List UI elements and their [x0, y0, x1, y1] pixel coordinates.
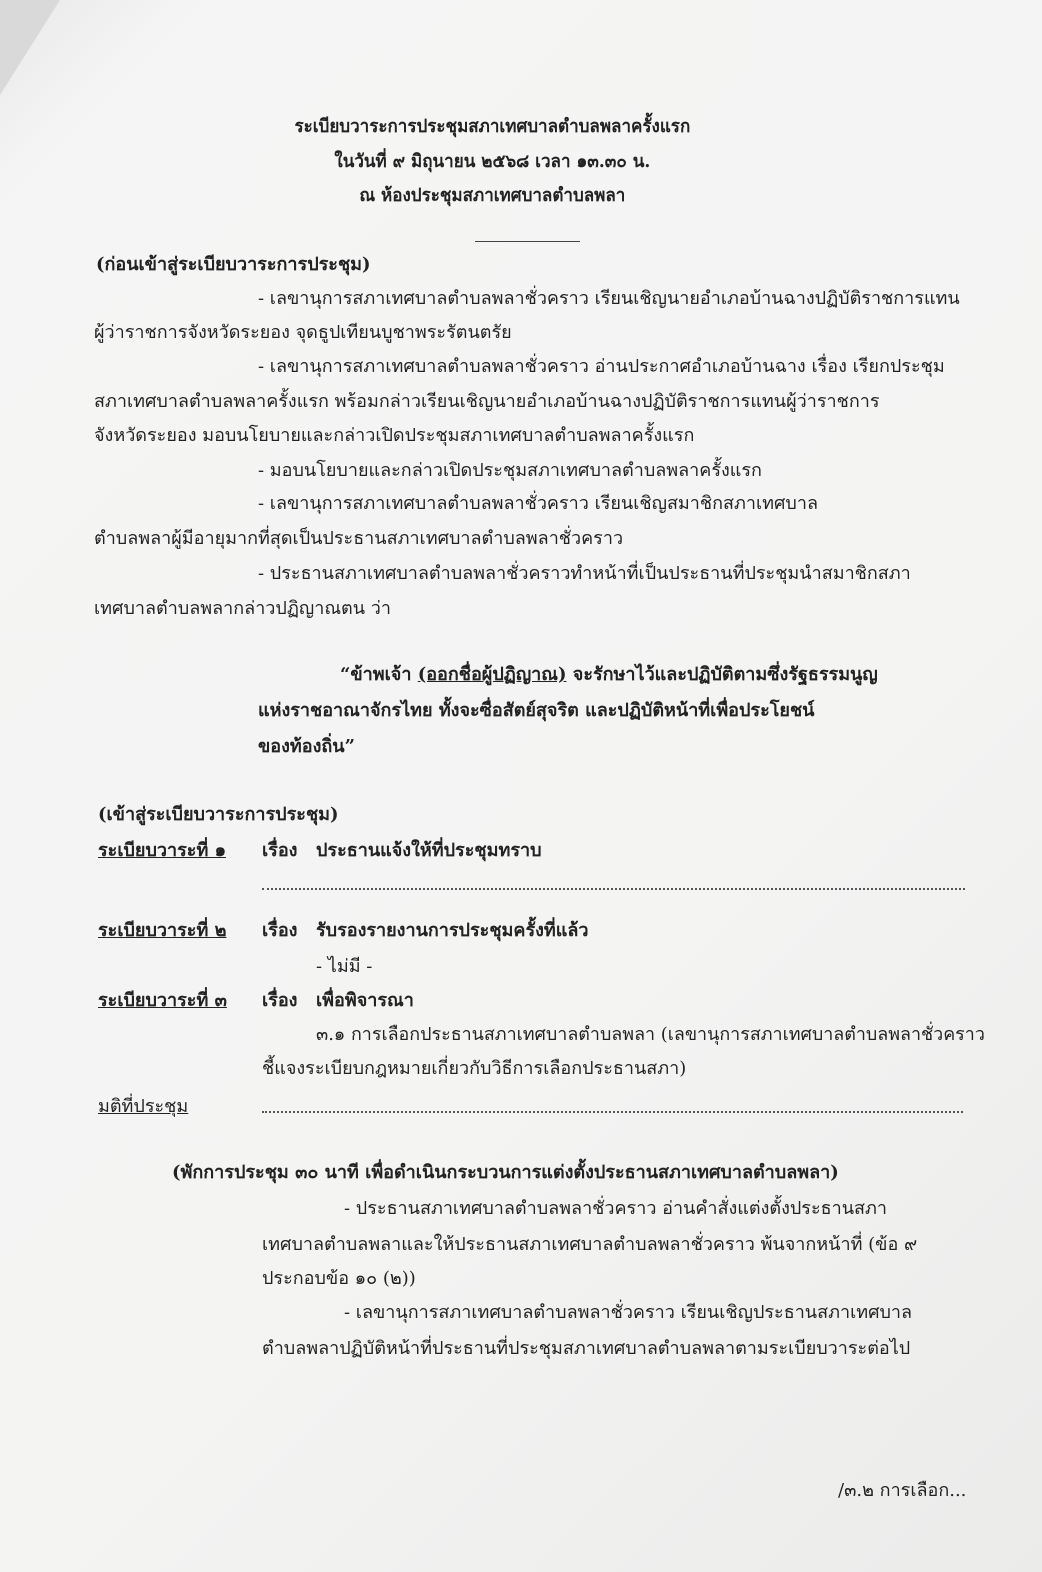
pre-item-2: - เลขานุการสภาเทศบาลตำบลพลาชั่วคราว อ่านประกาศอำเภอบ้านฉาง เรื่อง เรียกประชุม [258, 356, 945, 377]
agenda-item-2-label: ระเบียบวาระที่ ๒ [98, 920, 227, 941]
pre-item-2-cont: จังหวัดระยอง มอบนโยบายและกล่าวเปิดประชุมสภาเทศบาลตำบลพลาครั้งแรก [94, 425, 695, 446]
pre-item-1-cont: ผู้ว่าราชการจังหวัดระยอง จุดธูปเทียนบูชาพระรัตนตรัย [94, 322, 512, 343]
agenda-item-2-subject: รับรองรายงานการประชุมครั้งที่แล้ว [316, 920, 589, 941]
agenda-item-3-subject-label: เรื่อง [262, 990, 298, 1011]
oath-open: “ข้าพเจ้า [340, 664, 418, 685]
agenda-item-3-1: ๓.๑ การเลือกประธานสภาเทศบาลตำบลพลา (เลขานุการสภาเทศบาลตำบลพลาชั่วคราว [316, 1024, 985, 1045]
agenda-item-1-subject-label: เรื่อง [262, 840, 298, 861]
pre-item-3: - มอบนโยบายและกล่าวเปิดประชุมสภาเทศบาลตำบลพลาครั้งแรก [258, 460, 762, 481]
agenda-item-3-label: ระเบียบวาระที่ ๓ [98, 990, 227, 1011]
resolution-label: มติที่ประชุม [98, 1096, 189, 1117]
oath-name-placeholder: (ออกชื่อผู้ปฏิญาณ) [417, 664, 567, 685]
recess-heading: (พักการประชุม ๓๐ นาที เพื่อดำเนินกระบวนการแต่งตั้งประธานสภาเทศบาลตำบลพลา) [172, 1162, 839, 1183]
recess-item-2-cont: ตำบลพลาปฏิบัติหน้าที่ประธานที่ประชุมสภาเทศบาลตำบลพลาตามระเบียบวาระต่อไป [262, 1338, 911, 1359]
oath-line-1-end: จะรักษาไว้และปฏิบัติตามซึ่งรัฐธรรมนูญ [566, 664, 878, 685]
pre-item-1: - เลขานุการสภาเทศบาลตำบลพลาชั่วคราว เรียนเชิญนายอำเภอบ้านฉางปฏิบัติราชการแทน [258, 288, 960, 309]
pre-item-4-cont: ตำบลพลาผู้มีอายุมากที่สุดเป็นประธานสภาเทศบาลตำบลพลาชั่วคราว [94, 528, 624, 549]
oath-line-2: แห่งราชอาณาจักรไทย ทั้งจะซื่อสัตย์สุจริต และปฏิบัติหน้าที่เพื่อประโยชน์ [258, 700, 815, 721]
pre-agenda-heading: (ก่อนเข้าสู่ระเบียบวาระการประชุม) [96, 254, 371, 275]
agenda-item-2-subject-label: เรื่อง [262, 920, 298, 941]
agenda-item-1-subject: ประธานแจ้งให้ที่ประชุมทราบ [316, 840, 542, 861]
recess-item-1: - ประธานสภาเทศบาลตำบลพลาชั่วคราว อ่านคำสั่งแต่งตั้งประธานสภา [344, 1198, 887, 1219]
pre-item-5-cont: เทศบาลตำบลพลากล่าวปฏิญาณตน ว่า [94, 598, 391, 619]
page-continuation: /๓.๒ การเลือก... [838, 1480, 967, 1501]
pre-item-5: - ประธานสภาเทศบาลตำบลพลาชั่วคราวทำหน้าที่เป็นประธานที่ประชุมนำสมาชิกสภา [258, 563, 911, 584]
title-divider [475, 241, 580, 242]
agenda-item-1-blank-line [262, 888, 965, 890]
agenda-item-1-label: ระเบียบวาระที่ ๑ [98, 840, 226, 861]
recess-item-1-cont: ประกอบข้อ ๑๐ (๒)) [262, 1268, 416, 1289]
agenda-item-3-1-cont: ชี้แจงระเบียบกฎหมายเกี่ยวกับวิธีการเลือกประธานสภา) [262, 1058, 687, 1079]
recess-item-1-cont: เทศบาลตำบลพลาและให้ประธานสภาเทศบาลตำบลพลาชั่วคราว พ้นจากหน้าที่ (ข้อ ๙ [262, 1234, 918, 1255]
agenda-heading: (เข้าสู่ระเบียบวาระการประชุม) [98, 804, 339, 825]
meeting-venue: ณ ห้องประชุมสภาเทศบาลตำบลพลา [359, 185, 626, 206]
recess-item-2: - เลขานุการสภาเทศบาลตำบลพลาชั่วคราว เรียนเชิญประธานสภาเทศบาล [344, 1302, 913, 1323]
document-title: ระเบียบวาระการประชุมสภาเทศบาลตำบลพลาครั้งแรก [294, 116, 691, 137]
pre-item-2-cont: สภาเทศบาลตำบลพลาครั้งแรก พร้อมกล่าวเรียนเชิญนายอำเภอบ้านฉางปฏิบัติราชการแทนผู้ว่าราชการ [94, 391, 880, 412]
resolution-blank-line [262, 1111, 963, 1113]
oath-line-3: ของท้องถิ่น” [258, 736, 355, 757]
pre-item-4: - เลขานุการสภาเทศบาลตำบลพลาชั่วคราว เรียนเชิญสมาชิกสภาเทศบาล [258, 493, 818, 514]
agenda-item-3-subject: เพื่อพิจารณา [316, 990, 414, 1011]
meeting-date: ในวันที่ ๙ มิถุนายน ๒๕๖๘ เวลา ๑๓.๓๐ น. [334, 151, 651, 172]
agenda-item-2-note: - ไม่มี - [316, 956, 373, 977]
oath-line-1 [340, 666, 878, 684]
